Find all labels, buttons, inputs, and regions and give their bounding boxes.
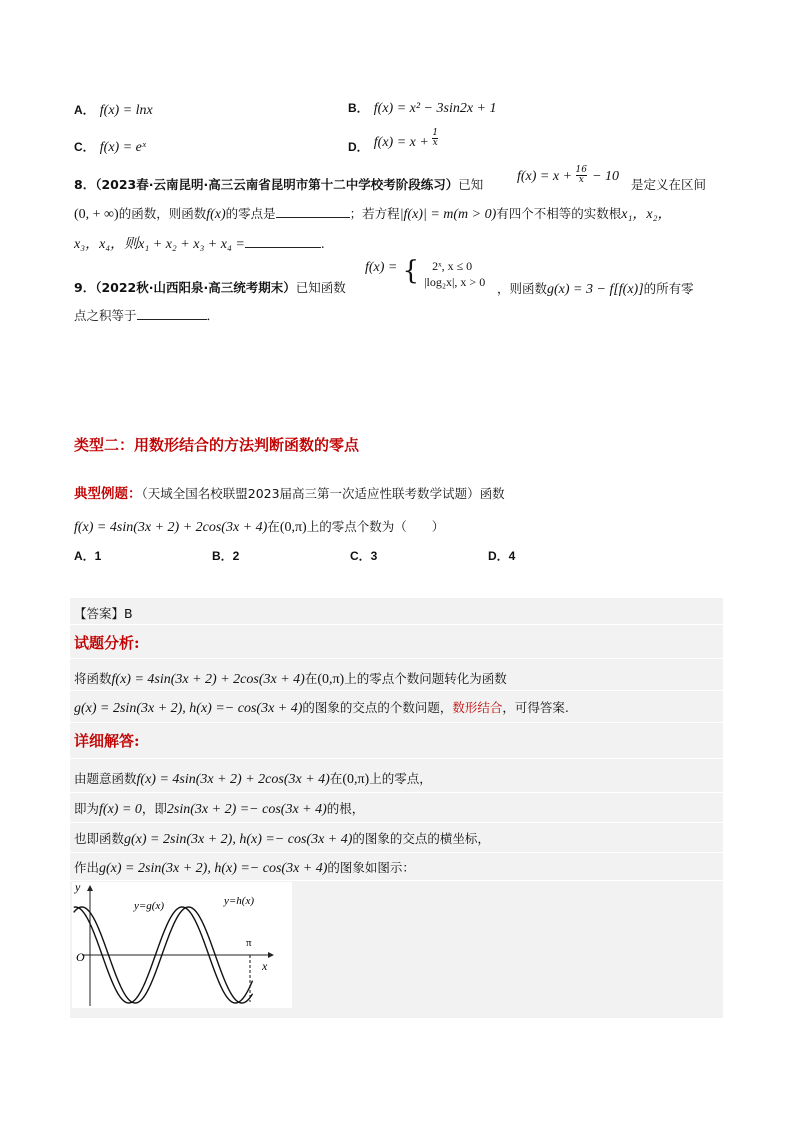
example-label: 典型例题： <box>74 486 142 502</box>
option-d-label: D． <box>348 140 369 154</box>
detail-eq-2b: 2sin(3x + 2) =− cos(3x + 4) <box>166 802 327 817</box>
option-a-expr: f(x) = lnx <box>99 103 153 118</box>
q8-interval: (0, + ∞) <box>74 207 119 222</box>
q8-blank-2 <box>245 235 321 248</box>
q8-function <box>517 165 619 185</box>
section-heading: 类型二：用数形结合的方法判断函数的零点 <box>74 436 360 454</box>
y-axis-label: y <box>75 882 81 894</box>
q8-text5: 有四个不相等的实数根 <box>496 206 622 221</box>
option-d-frac-num: 1 <box>432 128 439 138</box>
q8-frac-num: 16 <box>575 165 587 175</box>
example-source: （天域全国名校联盟2023届高三第一次适应性联考数学试题）函数 <box>141 486 505 501</box>
detail-text-4a: 作出 <box>74 860 100 875</box>
detail-text-1c: 上的零点， <box>369 771 432 786</box>
analysis-func-2: g(x) = 2sin(3x + 2), h(x) =− cos(3x + 4) <box>74 701 303 716</box>
q8-line2 <box>74 203 671 223</box>
option-d-expr: f(x) = x + <box>373 135 433 150</box>
analysis-line-2 <box>74 697 569 717</box>
q9-line1-tail <box>497 278 694 298</box>
q8-fraction <box>576 166 587 185</box>
option-b <box>348 97 497 117</box>
detail-text-1b: 在 <box>329 771 343 786</box>
answer-divider-9 <box>70 880 723 881</box>
q9-text3: 点之积等于 <box>74 308 137 323</box>
q8-text4: ；若方程 <box>349 206 400 221</box>
q8-source: （2023春·云南昆明·高三云南省昆明市第十二中学校考阶段练习） <box>95 177 459 192</box>
answer-divider-5 <box>70 758 723 759</box>
option-b-expr: f(x) = x² − 3sin2x + 1 <box>373 101 497 116</box>
q8-roots-b: x₃，x₄，则 <box>74 237 139 252</box>
example-tail: 上的零点个数为（ ） <box>306 519 445 534</box>
analysis-interval-1: (0,π) <box>317 672 345 687</box>
detail-text-3a: 也即函数 <box>74 831 125 846</box>
answer-divider-3 <box>70 690 723 691</box>
q8-line3 <box>74 233 325 253</box>
detail-interval-1: (0,π) <box>342 772 370 787</box>
example-option-a: A．1 <box>74 549 102 563</box>
option-a <box>74 99 153 119</box>
detail-heading: 详细解答: <box>74 732 140 750</box>
answer-divider-4 <box>70 722 723 723</box>
q9-number: 9． <box>74 280 96 295</box>
q9-text1: ，则函数 <box>497 281 548 296</box>
analysis-line-1 <box>74 668 507 688</box>
answer-divider-2 <box>70 658 723 659</box>
origin-label: O <box>76 950 85 964</box>
q9-brace: { <box>402 256 420 286</box>
example-option-d: D．4 <box>488 549 516 563</box>
detail-eq-2: f(x) = 0 <box>99 802 142 817</box>
detail-func-4: g(x) = 2sin(3x + 2), h(x) =− cos(3x + 4) <box>99 861 328 876</box>
q9-piecewise <box>365 258 485 290</box>
q8-frac-den: x <box>578 175 584 185</box>
example-on: 在 <box>267 519 280 534</box>
q9-end: ． <box>206 308 220 323</box>
detail-func-1: f(x) = 4sin(3x + 2) + 2cos(3x + 4) <box>136 772 330 787</box>
q8-func-main: f(x) = x + <box>517 169 576 184</box>
answer-divider-6 <box>70 792 723 793</box>
q8-end: . <box>320 236 325 251</box>
detail-line-2 <box>74 798 364 818</box>
detail-line-3 <box>74 828 490 848</box>
example-option-c: C．3 <box>350 549 378 563</box>
q9-line2 <box>74 306 219 324</box>
detail-line-1 <box>74 768 432 788</box>
detail-func-3: g(x) = 2sin(3x + 2), h(x) =− cos(3x + 4) <box>124 832 353 847</box>
answer-divider-8 <box>70 852 723 853</box>
detail-text-2b: ，即 <box>141 801 167 816</box>
detail-text-1a: 由题意函数 <box>74 771 137 786</box>
example-option-b: B．2 <box>212 549 240 563</box>
q8-sum: x₁ + x₂ + x₃ + x₄ = <box>138 237 245 252</box>
x-axis-label: x <box>262 959 268 973</box>
detail-text-2a: 即为 <box>74 801 100 816</box>
q8-known: 已知 <box>458 177 484 192</box>
option-c-label: C． <box>74 140 95 154</box>
example-line <box>74 482 505 502</box>
answer-divider-1 <box>70 624 723 625</box>
q8-fx: f(x) <box>206 207 226 222</box>
q8-blank-1 <box>276 205 350 218</box>
analysis-text-2b: ，可得答案. <box>502 700 569 715</box>
g-curve-label: y=g(x) <box>134 900 165 912</box>
x-axis-arrow <box>268 952 274 958</box>
h-curve-label: y=h(x) <box>224 895 255 907</box>
pi-label: π <box>246 937 252 949</box>
example-interval: (0,π) <box>279 520 307 535</box>
option-b-label: B． <box>348 101 369 115</box>
q9-text2: 的所有零 <box>643 281 694 296</box>
analysis-text-1a: 将函数 <box>74 671 112 686</box>
graph-panel <box>72 882 292 1008</box>
q8-func-tail: − 10 <box>592 169 620 184</box>
q9-fx: f(x) = <box>365 260 398 275</box>
q9-blank <box>137 307 207 320</box>
analysis-func-1: f(x) = 4sin(3x + 2) + 2cos(3x + 4) <box>111 672 305 687</box>
q9-gx: g(x) = 3 − f[f(x)] <box>547 282 644 297</box>
detail-line-4 <box>74 857 415 877</box>
answer-divider-7 <box>70 822 723 823</box>
example-func: f(x) = 4sin(3x + 2) + 2cos(3x + 4) <box>74 520 268 535</box>
q8-line1 <box>74 175 483 193</box>
q8-number: 8． <box>74 177 96 192</box>
q8-text3: 的零点是 <box>225 206 276 221</box>
example-function-line <box>74 516 444 536</box>
q9-known: 已知函数 <box>295 280 346 295</box>
y-axis-arrow <box>87 885 93 891</box>
option-d <box>348 128 439 154</box>
analysis-text-2a: 的图象的交点的个数问题， <box>302 700 453 715</box>
q8-text2: 的函数，则函数 <box>118 206 207 221</box>
q8-roots-a: x₁，x₂， <box>621 207 672 222</box>
answer-label: 【答案】B <box>74 606 133 621</box>
q9-case-2: |log₂x|, x > 0 <box>424 275 486 289</box>
q9-line1 <box>74 278 346 296</box>
option-c-expr: f(x) = eˣ <box>99 140 146 155</box>
option-c <box>74 136 146 156</box>
q9-cases <box>424 258 485 290</box>
analysis-heading: 试题分析: <box>74 634 140 652</box>
q9-case-1: 2ˣ, x ≤ 0 <box>432 259 473 273</box>
graph-svg <box>72 882 292 1008</box>
option-a-label: A． <box>74 103 95 117</box>
detail-text-3b: 的图象的交点的横坐标， <box>352 831 490 846</box>
q8-equation: |f(x)| = m(m > 0) <box>399 207 497 222</box>
q8-text1: 是定义在区间 <box>631 177 707 192</box>
analysis-text-1b: 在 <box>304 671 318 686</box>
analysis-highlight: 数形结合 <box>452 700 503 715</box>
q9-source: （2022秋·山西阳泉·高三统考期末） <box>95 280 296 295</box>
detail-text-4b: 的图象如图示： <box>327 860 415 875</box>
analysis-text-1c: 上的零点个数问题转化为函数 <box>344 671 507 686</box>
option-d-frac-den: x <box>432 138 438 148</box>
option-d-fraction <box>432 129 438 148</box>
detail-text-2c: 的根， <box>326 801 365 816</box>
